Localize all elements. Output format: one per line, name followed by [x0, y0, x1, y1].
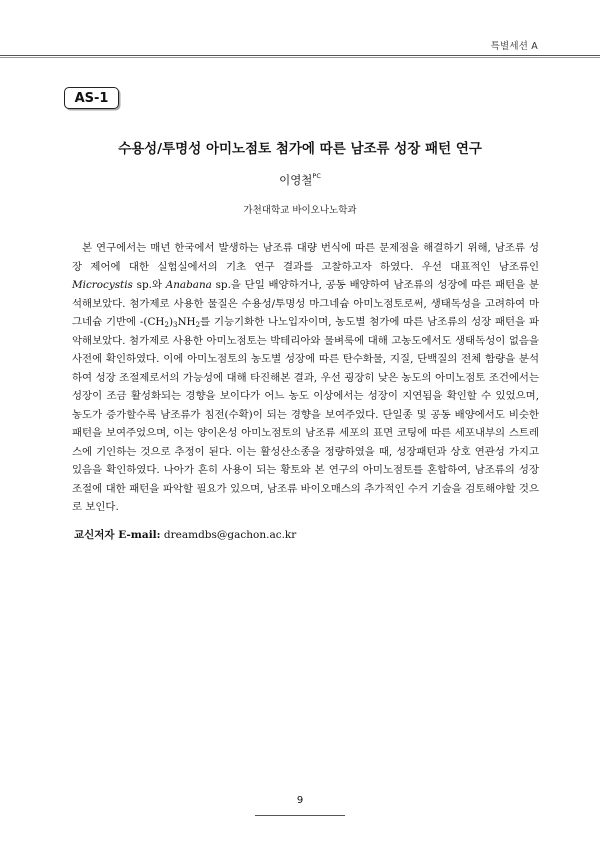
abstract-id-badge: AS-1	[64, 87, 119, 109]
author-line	[0, 172, 600, 188]
header-divider	[0, 55, 600, 58]
presenting-corresponding-marker: PC	[312, 172, 321, 180]
species-name: Microcystis	[72, 279, 133, 291]
affiliation: 가천대학교 바이오나노학과	[243, 205, 357, 216]
footer-divider	[255, 815, 345, 816]
paper-title: 수용성/투명성 아미노점토 첨가에 따른 남조류 성장 패턴 연구	[118, 141, 482, 157]
page-number: 9	[296, 795, 304, 806]
corresponding-author-contact	[74, 527, 296, 542]
section-label: 특별세션 A	[490, 41, 538, 52]
species-name: Anabana	[165, 279, 212, 291]
contact-label: 교신저자 E-mail:	[74, 529, 161, 541]
author-name: 이영철	[279, 173, 313, 187]
contact-email[interactable]: dreamdbs@gachon.ac.kr	[163, 529, 297, 541]
abstract-body: 본 연구에서는 매년 한국에서 발생하는 남조류 대량 번식에 따른 문제점을 해결하기 위해, 남조류 성장 제어에 대한 실험실에서의 기초 연구 결과를 고찰하고자 하였다. 우선 대표적인 남조류인 Microcystis sp.와 Anabana sp.을 단일 배양하거나, 공동 배양하여 남조류의 성장에 따른 패턴을 분석해보았다. 첨가제로 사용한 물질은 수용성/투명성 마그네슘 아미노점토로써, 생태독성을 고려하여 마그네슘 기반에 $-(CH_2)_3NH_2$를 기능기화한 나노입자이며, 농도별 첨가에 따른 남조류의 성장 패턴을 파악해보았다. 첨가제로 사용한 아미노점토는 박테리아와 물벼룩에 대해 고농도에서도 생태독성이 없음을 사전에 확인하였다. 이에 아미노점토의 농도별 성장에 따른 탄수화물, 지질, 단백질의 전체 함량을 분석하여 성장 조절제로서의 가능성에 대해 타진해본 결과, 우선 굉장히 낮은 농도의 아미노점토 조건에서는 성장이 조금 활성화되는 경향을 보이다가 어느 농도 이상에서는 성장이 지연됨을 확인할 수 있었으며, 농도가 증가할수록 남조류가 침전(수확)이 되는 경향을 보여주었다. 단일종 및 공동 배양에서도 비슷한 패턴을 보여주었으며, 이는 양이온성 아미노점토의 남조류 세포의 표면 코팅에 따른 세포내부의 스트레스에 기인하는 것으로 추정이 된다. 이는 활성산소종을 정량하였을 때, 성장패턴과 상호 연관성 가지고 있음을 확인하였다. 나아가 흔히 사용이 되는 황토와 본 연구의 아미노점토를 혼합하여, 남조류의 성장 조절에 대한 패턴을 파악할 필요가 있으며, 남조류 바이오매스의 추가적인 수거 기술을 검토해야할 것으로 보인다.	[72, 242, 539, 513]
